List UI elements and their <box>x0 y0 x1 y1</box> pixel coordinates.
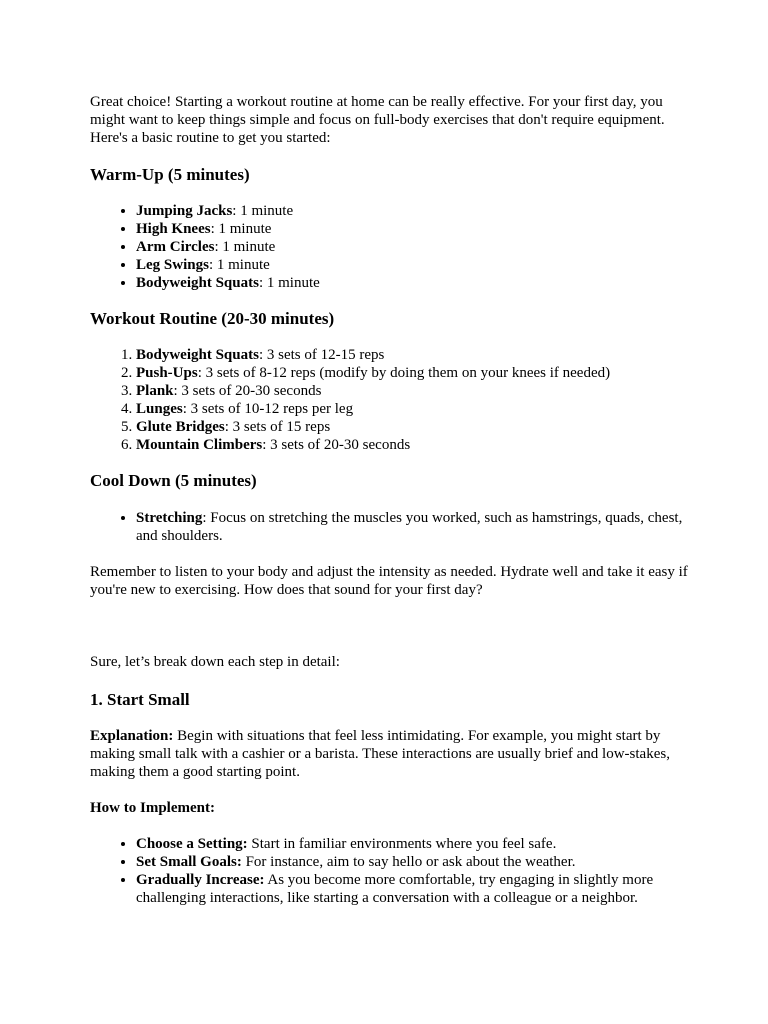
explanation-text: Begin with situations that feel less intimidating. For example, you might start by making small talk with a cashier or a barista. These interactions are usually brief and low-stakes, making them a good starting point. <box>90 728 670 780</box>
workout-list <box>90 346 690 454</box>
step-detail: For instance, aim to say hello or ask about the weather. <box>241 854 576 870</box>
list-item <box>136 871 690 907</box>
exercise-name: Plank <box>136 383 174 399</box>
exercise-name: Glute Bridges <box>136 419 225 435</box>
exercise-name: Mountain Climbers <box>136 437 263 453</box>
workout-heading: Workout Routine (20-30 minutes) <box>90 309 335 328</box>
explanation-paragraph <box>90 727 690 781</box>
exercise-name: Bodyweight Squats <box>136 347 259 363</box>
start-small-heading: 1. Start Small <box>90 690 190 709</box>
cooldown-list <box>90 509 690 545</box>
exercise-detail: : 3 sets of 20-30 seconds <box>262 437 411 453</box>
exercise-name: Lunges <box>136 401 183 417</box>
exercise-detail: : 3 sets of 15 reps <box>224 419 331 435</box>
list-item <box>136 382 690 400</box>
warmup-heading: Warm-Up (5 minutes) <box>90 165 250 184</box>
exercise-name: Arm Circles <box>136 239 215 255</box>
exercise-detail: : 1 minute <box>210 221 272 237</box>
implement-list <box>90 835 690 907</box>
intro-paragraph: Great choice! Starting a workout routine at home can be really effective. For your first day, you might want to keep things simple and focus on full-body exercises that don't require equipment. Here's a basic routine to get you started: <box>90 94 665 146</box>
exercise-name: High Knees <box>136 221 211 237</box>
list-item <box>136 436 690 454</box>
exercise-name: Leg Swings <box>136 257 209 273</box>
closing-paragraph: Remember to listen to your body and adjust the intensity as needed. Hydrate well and take it easy if you're new to exercising. How does that sound for your first day? <box>90 564 688 598</box>
list-item <box>136 853 690 871</box>
exercise-detail: : 1 minute <box>214 239 276 255</box>
list-item <box>136 274 690 292</box>
explanation-label: Explanation: <box>90 728 174 744</box>
how-to-implement-text: How to Implement: <box>90 800 215 816</box>
exercise-detail: : 1 minute <box>208 257 270 273</box>
cooldown-heading: Cool Down (5 minutes) <box>90 471 257 490</box>
exercise-detail: : Focus on stretching the muscles you worked, such as hamstrings, quads, chest, and shoulders. <box>136 510 683 544</box>
list-item <box>136 509 690 545</box>
exercise-detail: : 1 minute <box>232 203 294 219</box>
document-page <box>90 93 690 907</box>
list-item <box>136 346 690 364</box>
step-detail: As you become more comfortable, try engaging in slightly more challenging interactions, like starting a conversation with a colleague or a neighbor. <box>136 872 654 906</box>
how-to-implement-label <box>90 799 690 817</box>
step-name: Choose a Setting: <box>136 836 248 852</box>
list-item <box>136 238 690 256</box>
exercise-detail: : 3 sets of 12-15 reps <box>258 347 385 363</box>
step-name: Set Small Goals: <box>136 854 242 870</box>
step-name: Gradually Increase: <box>136 872 265 888</box>
exercise-name: Jumping Jacks <box>136 203 233 219</box>
list-item <box>136 220 690 238</box>
exercise-detail: : 3 sets of 10-12 reps per leg <box>182 401 354 417</box>
list-item <box>136 202 690 220</box>
list-item <box>136 835 690 853</box>
exercise-detail: : 3 sets of 20-30 seconds <box>173 383 322 399</box>
warmup-list <box>90 202 690 292</box>
exercise-name: Push-Ups <box>136 365 198 381</box>
exercise-detail: : 3 sets of 8-12 reps (modify by doing them on your knees if needed) <box>197 365 611 381</box>
list-item <box>136 400 690 418</box>
exercise-name: Bodyweight Squats <box>136 275 259 291</box>
step-detail: Start in familiar environments where you feel safe. <box>247 836 557 852</box>
list-item <box>136 256 690 274</box>
list-item <box>136 418 690 436</box>
second-intro-paragraph: Sure, let’s break down each step in detail: <box>90 654 340 670</box>
exercise-name: Stretching <box>136 510 203 526</box>
exercise-detail: : 1 minute <box>258 275 320 291</box>
list-item <box>136 364 690 382</box>
